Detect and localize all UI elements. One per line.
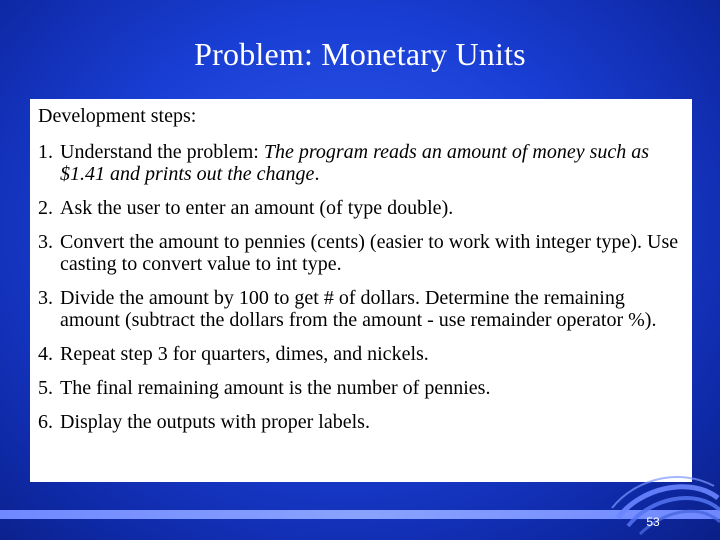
content-box [30, 99, 692, 482]
step-number: 6. [38, 411, 53, 433]
step-text: The final remaining amount is the number of pennies. [60, 377, 491, 399]
steps-heading: Development steps: [38, 105, 197, 127]
step-text: Repeat step 3 for quarters, dimes, and nickels. [60, 343, 429, 365]
step-item [38, 287, 686, 331]
slide-title: Problem: Monetary Units [194, 36, 526, 72]
step-text: Ask the user to enter an amount (of type double). [60, 197, 454, 219]
step-number: 3. [38, 231, 53, 253]
step-item [38, 343, 686, 365]
step-item [38, 231, 686, 275]
swoosh-logo-icon [610, 468, 720, 540]
step-number: 3. [38, 287, 53, 309]
step-text [60, 141, 686, 185]
step-number: 4. [38, 343, 53, 365]
step-text-lead: Understand the problem: [60, 141, 264, 163]
step-item [38, 141, 686, 185]
page-number: 53 [646, 515, 660, 529]
step-text-suffix: . [314, 163, 320, 185]
step-text: Divide the amount by 100 to get # of dollars. Determine the remaining amount (subtract the dollars from the amount - use remainder operator %). [60, 287, 657, 331]
step-number: 5. [38, 377, 53, 399]
step-number: 2. [38, 197, 53, 219]
step-text: Convert the amount to pennies (cents) (easier to work with integer type). Use casting to convert value to int type. [60, 231, 679, 275]
step-item [38, 377, 686, 399]
step-text-emphasis: The program reads an amount of money such as $1.41 and prints out the change [60, 141, 650, 185]
step-text: Display the outputs with proper labels. [60, 411, 370, 433]
step-item [38, 197, 686, 219]
step-item [38, 411, 686, 433]
step-number: 1. [38, 141, 53, 163]
